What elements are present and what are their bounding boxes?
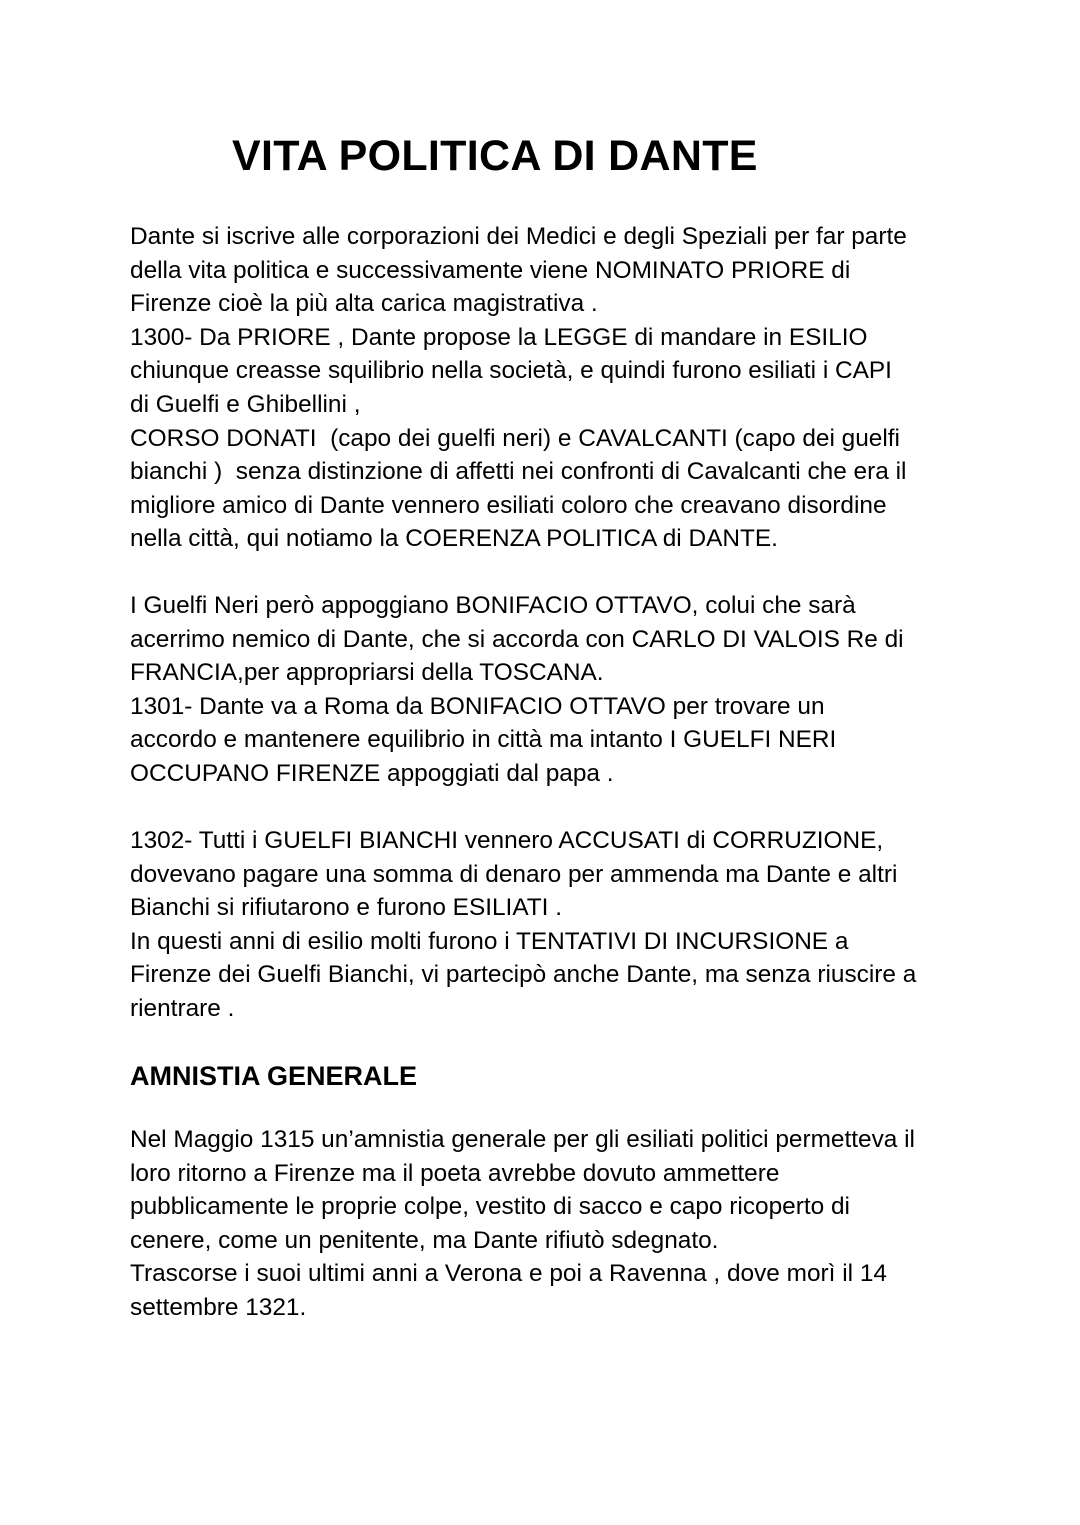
text-line: cenere, come un penitente, ma Dante rifiutò sdegnato. xyxy=(130,1226,719,1254)
section-heading: AMNISTIA GENERALE xyxy=(130,1061,418,1091)
text-line: Firenze dei Guelfi Bianchi, vi partecipò anche Dante, ma senza riuscire a xyxy=(130,961,917,989)
paragraph-section-1 xyxy=(130,220,1030,556)
text-line: In questi anni di esilio molti furono i TENTATIVI DI INCURSIONE a xyxy=(130,927,849,955)
text-line: Bianchi si rifiutarono e furono ESILIATI . xyxy=(130,894,563,922)
text-line: FRANCIA,per appropriarsi della TOSCANA. xyxy=(130,659,604,687)
text-line: I Guelfi Neri però appoggiano BONIFACIO OTTAVO, colui che sarà xyxy=(130,592,856,619)
text-line: OCCUPANO FIRENZE appoggiati dal papa . xyxy=(130,759,614,787)
text-line: 1300- Da PRIORE , Dante propose la LEGGE di mandare in ESILIO xyxy=(130,323,868,351)
text-line: loro ritorno a Firenze ma il poeta avrebbe dovuto ammettere xyxy=(130,1159,780,1187)
text-line: bianchi ) senza distinzione di affetti nei confronti di Cavalcanti che era il xyxy=(130,458,907,486)
text-line: chiunque creasse squilibrio nella società, e quindi furono esiliati i CAPI xyxy=(130,357,892,385)
text-line: della vita politica e successivamente viene NOMINATO PRIORE di xyxy=(130,256,851,284)
text-line: Trascorse i suoi ultimi anni a Verona e poi a Ravenna , dove morì il 14 xyxy=(130,1260,887,1288)
text-line: Dante si iscrive alle corporazioni dei Medici e degli Speziali per far parte xyxy=(130,223,907,250)
paragraph-section-3 xyxy=(130,824,1030,1026)
paragraph-section-2 xyxy=(130,589,1030,791)
text-line: dovevano pagare una somma di denaro per ammenda ma Dante e altri xyxy=(130,860,898,888)
text-line: Nel Maggio 1315 un’amnistia generale per gli esiliati politici permetteva il xyxy=(130,1126,915,1153)
text-line: CORSO DONATI (capo dei guelfi neri) e CAVALCANTI (capo dei guelfi xyxy=(130,424,900,452)
text-line: settembre 1321. xyxy=(130,1293,307,1321)
paragraph-section-4 xyxy=(130,1123,1030,1325)
text-line: rientrare . xyxy=(130,994,235,1022)
text-line: 1301- Dante va a Roma da BONIFACIO OTTAVO per trovare un xyxy=(130,692,825,720)
text-line: nella città, qui notiamo la COERENZA POLITICA di DANTE. xyxy=(130,525,778,553)
text-line: accordo e mantenere equilibrio in città ma intanto I GUELFI NERI xyxy=(130,726,837,754)
text-line: acerrimo nemico di Dante, che si accorda con CARLO DI VALOIS Re di xyxy=(130,625,904,653)
text-line: di Guelfi e Ghibellini , xyxy=(130,390,361,418)
text-line: migliore amico di Dante vennero esiliati coloro che creavano disordine xyxy=(130,491,887,519)
text-line: pubblicamente le proprie colpe, vestito di sacco e capo ricoperto di xyxy=(130,1193,850,1221)
text-line: Firenze cioè la più alta carica magistrativa . xyxy=(130,290,598,318)
document-title: VITA POLITICA DI DANTE xyxy=(232,132,758,180)
text-line: 1302- Tutti i GUELFI BIANCHI vennero ACCUSATI di CORRUZIONE, xyxy=(130,827,884,854)
